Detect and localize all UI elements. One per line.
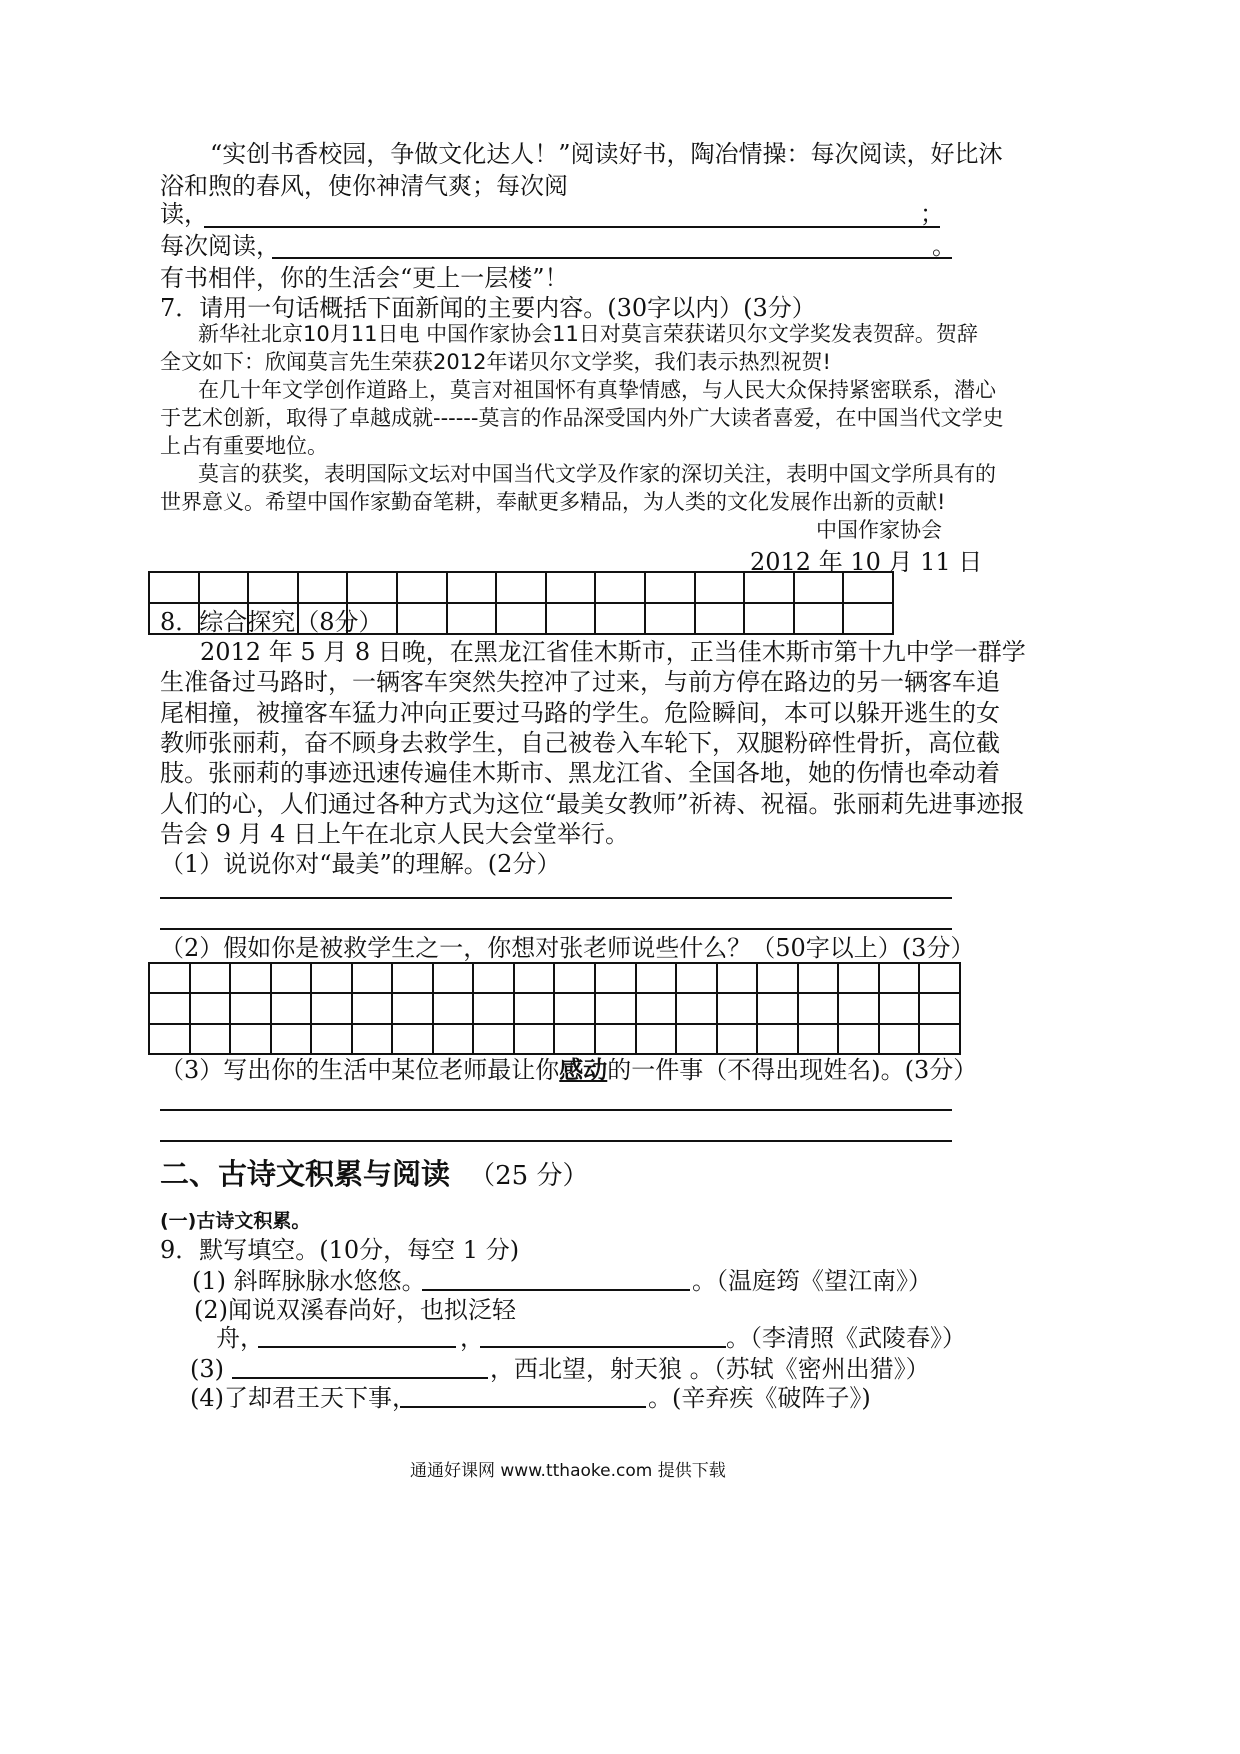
q6-para-line1: “实创书香校园，争做文化达人！”阅读好书，陶冶情操：每次阅读，好比沐 xyxy=(210,140,1003,168)
q9-item2-blank-2[interactable] xyxy=(480,1346,726,1348)
q9-item2-suffix: 。（李清照《武陵春》） xyxy=(726,1324,966,1352)
q7-news-line: 于艺术创新，取得了卓越成就------莫言的作品深受国内外广大读者喜爱，在中国当代文学史 xyxy=(160,406,1004,430)
q7-news-line: 在几十年文学创作道路上，莫言对祖国怀有真挚情感，与人民大众保持紧密联系，潜心 xyxy=(198,378,996,402)
section2-subheading: (一)古诗文积累。 xyxy=(160,1210,311,1232)
q9-item1-suffix: 。（温庭筠《望江南》） xyxy=(692,1267,932,1295)
q7-title: 7．请用一句话概括下面新闻的主要内容。(30字以内）(3分） xyxy=(160,294,816,322)
q6-para-line2: 浴和煦的春风，使你神清气爽；每次阅 xyxy=(160,172,568,200)
q8-para-line: 教师张丽莉，奋不顾身去救学生，自己被卷入车轮下，双腿粉碎性骨折，高位截 xyxy=(160,729,1000,757)
section2-score: （25 分） xyxy=(469,1161,589,1191)
q9-item4-prefix: (4)了却君王天下事， xyxy=(190,1384,416,1412)
q8-sub3-emphasis: 感动 xyxy=(559,1055,608,1084)
q6-blank1-suffix: ； xyxy=(920,200,944,228)
q6-blank2-suffix: 。 xyxy=(932,232,956,260)
section2-heading: 二、古诗文积累与阅读 xyxy=(160,1157,451,1191)
q9-item2-blank-1[interactable] xyxy=(258,1346,456,1348)
q8-sub3-answer-line[interactable] xyxy=(160,1109,952,1111)
q6-blank2-prefix: 每次阅读， xyxy=(160,232,280,260)
q9-title: 9．默写填空。(10分，每空 1 分) xyxy=(160,1236,520,1264)
q8-para-line: 2012 年 5 月 8 日晚，在黑龙江省佳木斯市，正当佳木斯市第十九中学一群学 xyxy=(200,638,1026,666)
q8-sub3-text: （3）写出你的生活中某位老师最让你 xyxy=(160,1056,560,1084)
q8-sub3-text-end: 的一件事（不得出现姓名)。(3分） xyxy=(607,1056,978,1084)
q8-sub2: （2）假如你是被救学生之一，你想对张老师说些什么？（50字以上）(3分） xyxy=(160,934,975,962)
q7-news-line: 新华社北京10月11日电 中国作家协会11日对莫言荣获诺贝尔文学奖发表贺辞。贺辞 xyxy=(198,322,978,346)
q8-sub3 xyxy=(160,1054,977,1086)
q9-item1-prefix: (1) 斜晖脉脉水悠悠。 xyxy=(192,1267,426,1295)
q8-sub1-answer-line[interactable] xyxy=(160,928,952,930)
q9-item2-comma: ， xyxy=(460,1324,484,1352)
q6-answer-line-2[interactable] xyxy=(272,257,952,259)
page-footer: 通通好课网 www.tthaoke.com 提供下载 xyxy=(410,1461,726,1481)
q7-news-line: 全文如下：欣闻莫言先生荣获2012年诺贝尔文学奖，我们表示热烈祝贺! xyxy=(160,350,831,374)
q8-sub2-answer-grid[interactable] xyxy=(148,962,961,1055)
q8-para-line: 尾相撞，被撞客车猛力冲向正要过马路的学生。危险瞬间，本可以躲开逃生的女 xyxy=(160,699,1000,727)
q7-signature: 中国作家协会 xyxy=(816,518,942,542)
q8-title: 8．综合探究（8分） xyxy=(160,608,383,636)
q9-item3-suffix: ，西北望，射天狼 。（苏轼《密州出猎》） xyxy=(490,1355,930,1383)
q8-para-line: 人们的心，人们通过各种方式为这位“最美女教师”祈祷、祝福。张丽莉先进事迹报 xyxy=(160,790,1025,818)
q7-news-line: 莫言的获奖，表明国际文坛对中国当代文学及作家的深切关注，表明中国文学所具有的 xyxy=(198,462,996,486)
q9-item1-blank[interactable] xyxy=(422,1289,690,1291)
q8-para-line: 生准备过马路时，一辆客车突然失控冲了过来，与前方停在路边的另一辆客车追 xyxy=(160,668,1000,696)
q6-blank1-prefix: 读， xyxy=(160,200,208,228)
q6-closing: 有书相伴，你的生活会“更上一层楼”！ xyxy=(160,264,569,292)
q7-date: 2012 年 10 月 11 日 xyxy=(750,548,983,576)
q9-item2-line1: (2)闻说双溪春尚好，也拟泛轻 xyxy=(194,1296,516,1324)
q8-sub1-answer-line[interactable] xyxy=(160,897,952,899)
q6-answer-line-1[interactable] xyxy=(204,226,940,228)
q7-news-line: 世界意义。希望中国作家勤奋笔耕，奉献更多精品，为人类的文化发展作出新的贡献! xyxy=(160,490,946,514)
section2-heading-row xyxy=(160,1156,588,1192)
q9-item4-blank[interactable] xyxy=(400,1406,646,1408)
q9-item3-prefix: (3) xyxy=(190,1355,224,1383)
q8-para-line: 肢。张丽莉的事迹迅速传遍佳木斯市、黑龙江省、全国各地，她的伤情也牵动着 xyxy=(160,759,1000,787)
q7-news-line: 上占有重要地位。 xyxy=(160,434,328,458)
q8-para-line: 告会 9 月 4 日上午在北京人民大会堂举行。 xyxy=(160,820,630,848)
q8-sub3-answer-line[interactable] xyxy=(160,1140,952,1142)
q9-item4-suffix: 。(辛弃疾《破阵子》) xyxy=(648,1384,871,1412)
q9-item3-blank[interactable] xyxy=(232,1377,488,1379)
q8-sub1: （1）说说你对“最美”的理解。(2分） xyxy=(160,850,561,878)
q9-item2-prefix: 舟， xyxy=(216,1324,264,1352)
